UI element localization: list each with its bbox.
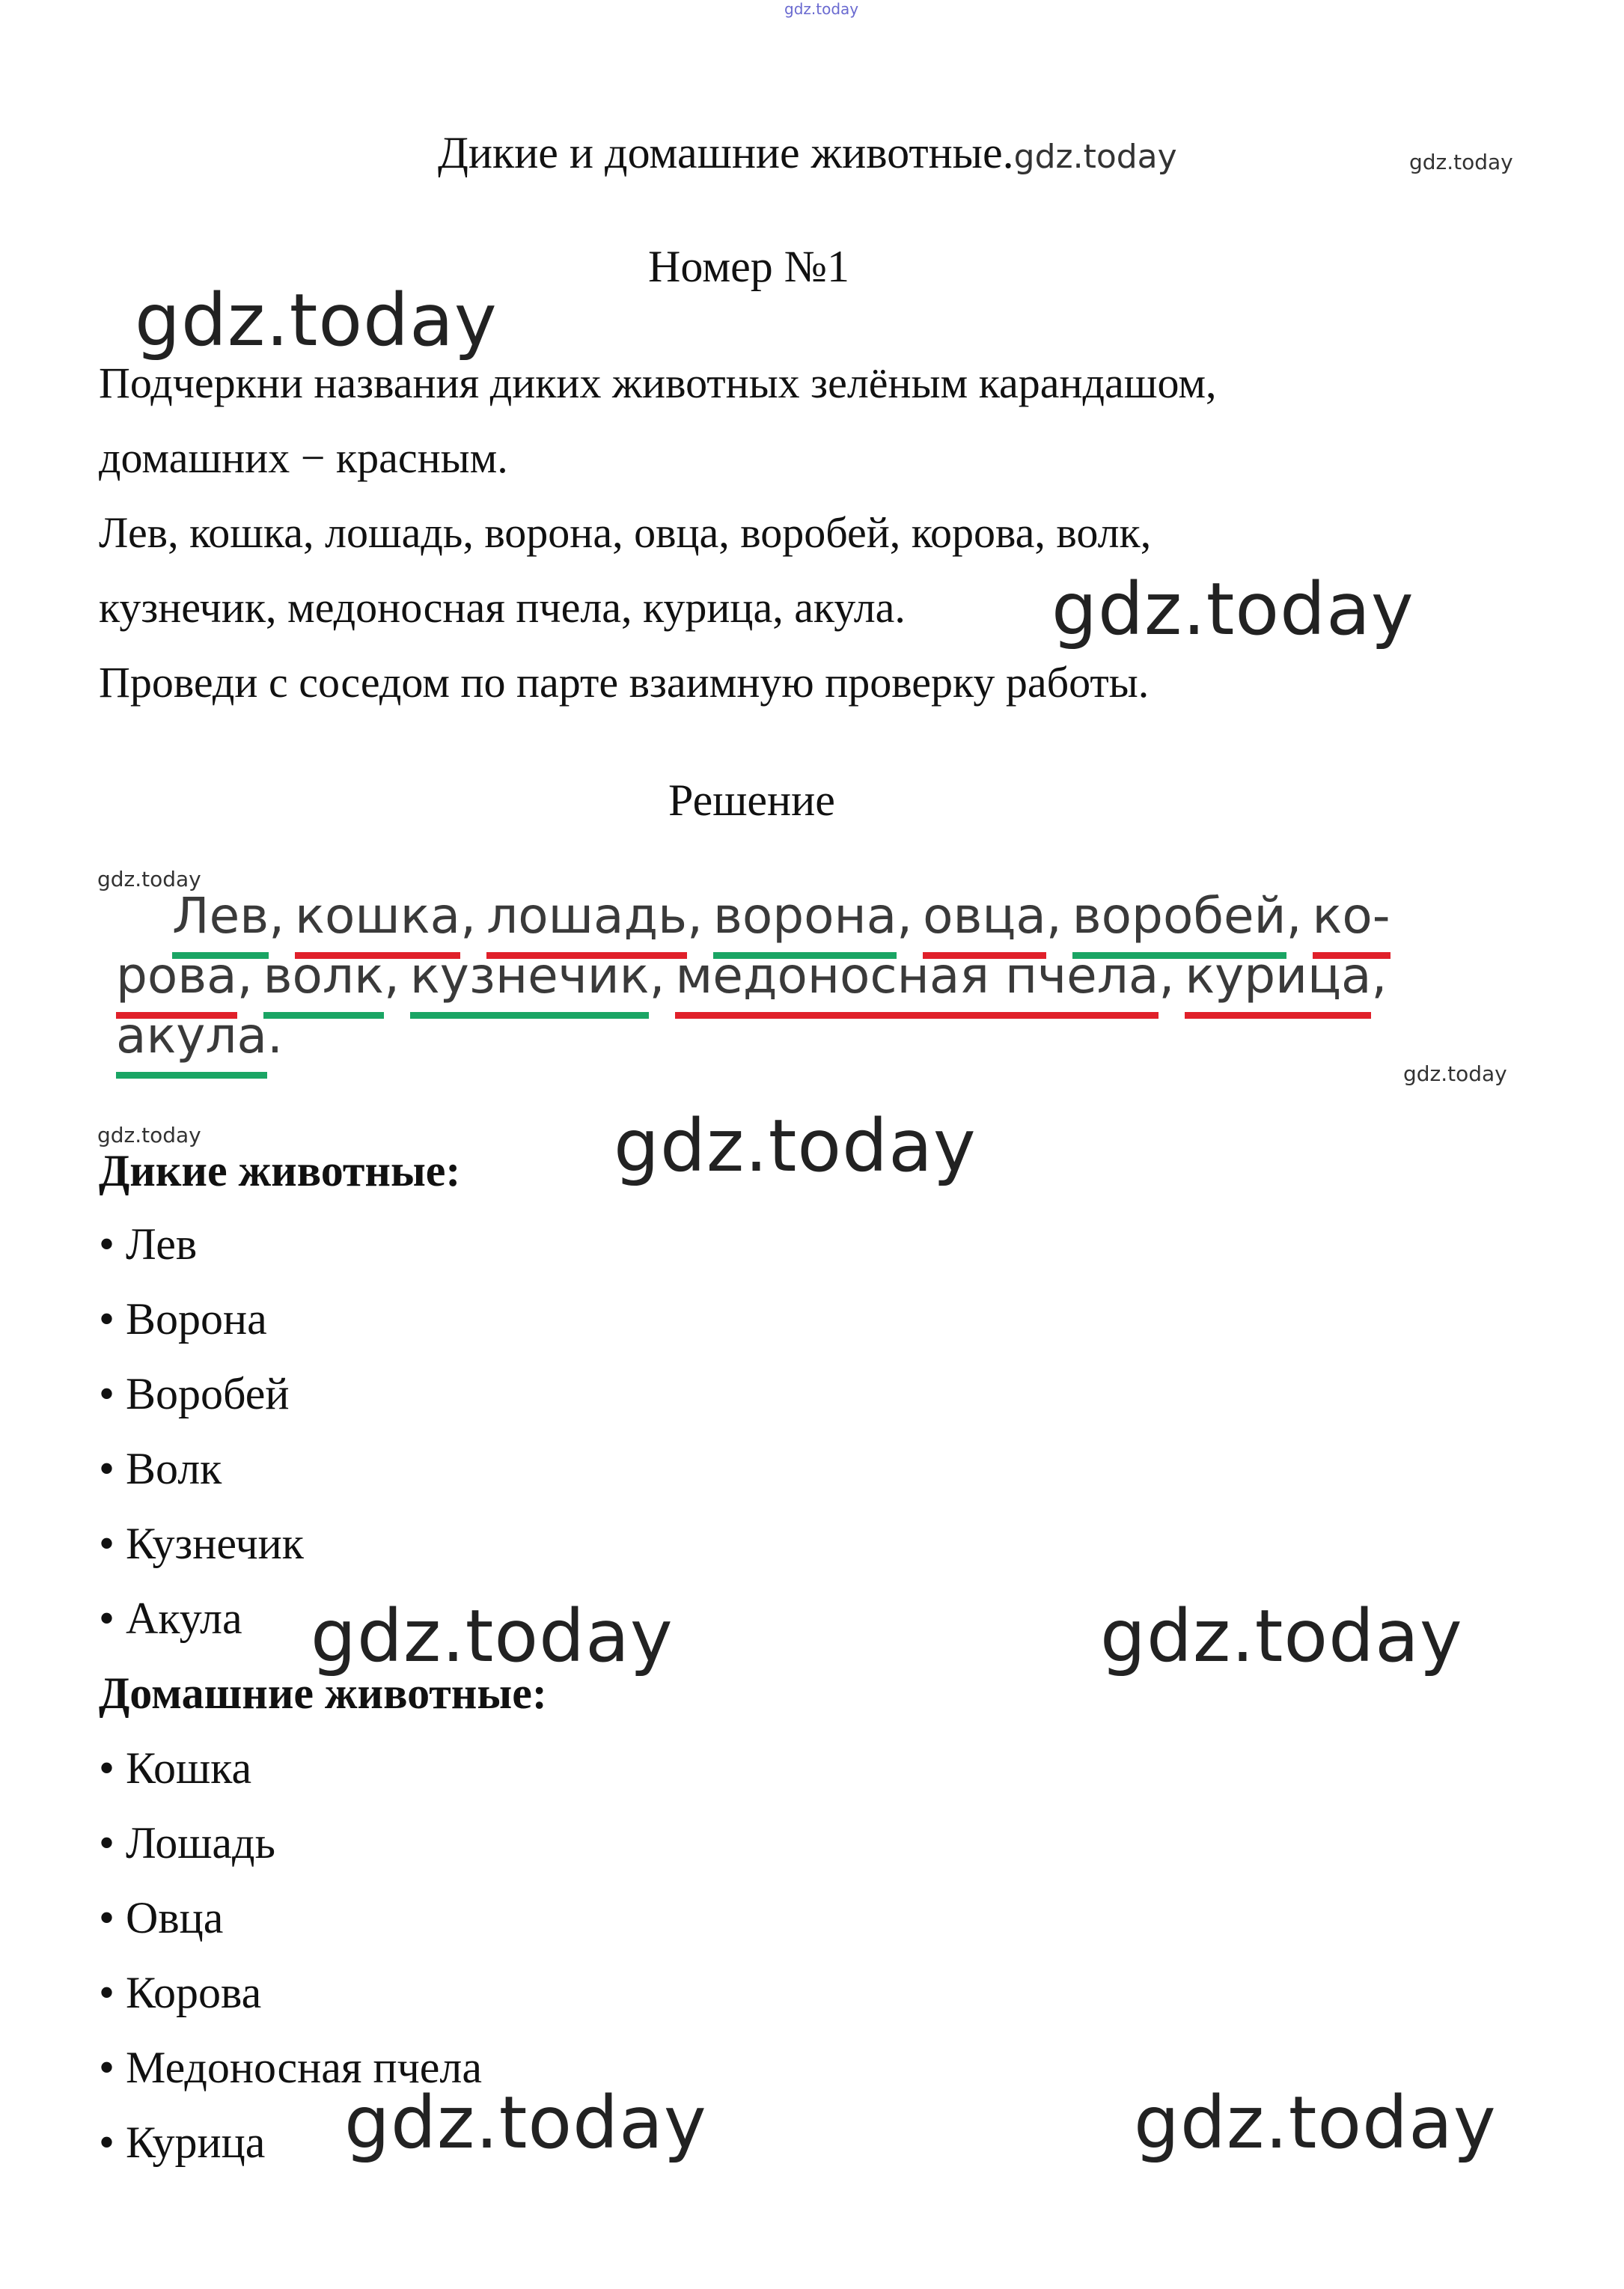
- domestic-item: • Корова: [99, 1968, 262, 2017]
- underlined-word-red: овца: [923, 887, 1046, 959]
- domestic-heading: Домашние животные:: [99, 1668, 547, 1718]
- solution-row-3: [116, 1007, 293, 1079]
- watermark-large-2: gdz.today: [1051, 567, 1414, 651]
- domestic-item: • Овца: [99, 1893, 224, 1942]
- underlined-word-green: кузнечик: [410, 947, 650, 1019]
- underlined-word-red: курица: [1185, 947, 1371, 1019]
- domestic-item: • Медоносная пчела: [99, 2043, 482, 2092]
- task-line-2: домашних − красным.: [99, 433, 508, 482]
- underlined-word-green: волк: [263, 947, 384, 1019]
- watermark-wild-small: gdz.today: [97, 1123, 201, 1147]
- watermark-top: gdz.today: [784, 0, 859, 18]
- wild-item: • Ворона: [99, 1294, 267, 1344]
- watermark-header-right: gdz.today: [1409, 150, 1513, 174]
- watermark-large-1: gdz.today: [135, 278, 498, 362]
- punctuation: .: [267, 1007, 283, 1064]
- task-line-5: Проведи с соседом по парте взаимную проверку работы.: [99, 658, 1150, 707]
- punctuation: ,: [383, 947, 400, 1005]
- underlined-word-green: воробей: [1072, 887, 1286, 959]
- wild-heading: Дикие животные:: [99, 1146, 461, 1195]
- punctuation: ,: [460, 887, 477, 945]
- punctuation: ,: [1286, 887, 1302, 945]
- underlined-word-red: ко-: [1313, 887, 1391, 959]
- page-title: [438, 127, 1177, 179]
- underlined-word-red: лошадь: [486, 887, 687, 959]
- wild-item: • Воробей: [99, 1369, 290, 1418]
- title-text: Дикие и домашние животные.: [438, 128, 1014, 177]
- task-number: Номер №1: [648, 242, 850, 291]
- underlined-word-green: ворона: [713, 887, 897, 959]
- punctuation: ,: [236, 947, 253, 1005]
- punctuation: ,: [1159, 947, 1175, 1005]
- wild-item: • Волк: [99, 1444, 222, 1493]
- underlined-word-green: Лев: [172, 887, 269, 959]
- punctuation: ,: [1371, 947, 1388, 1005]
- underlined-word-red: кошка: [295, 887, 460, 959]
- wild-item: • Лев: [99, 1219, 198, 1269]
- solution-row-2: [116, 947, 1397, 1019]
- wild-item: • Кузнечик: [99, 1519, 304, 1568]
- punctuation: ,: [649, 947, 665, 1005]
- watermark-solution-left: gdz.today: [97, 867, 201, 891]
- underlined-word-green: акула: [116, 1007, 267, 1079]
- domestic-item: • Кошка: [99, 1743, 252, 1793]
- domestic-item: • Лошадь: [99, 1818, 275, 1868]
- watermark-large-3: gdz.today: [614, 1104, 977, 1188]
- watermark-large-7: gdz.today: [1134, 2081, 1497, 2165]
- underlined-word-red: рова: [116, 947, 237, 1019]
- task-line-3: Лев, кошка, лошадь, ворона, овца, воробей, корова, волк,: [99, 508, 1152, 557]
- watermark-large-5: gdz.today: [1100, 1594, 1463, 1678]
- watermark-title: gdz.today: [1013, 138, 1177, 176]
- task-line-4: кузнечик, медоносная пчела, курица, акула.: [99, 583, 906, 632]
- punctuation: ,: [269, 887, 285, 945]
- domestic-item: • Курица: [99, 2118, 266, 2167]
- solution-underlined-text: [97, 880, 1534, 1089]
- solution-heading: Решение: [668, 775, 835, 825]
- underlined-word-red: медоносная пчела: [675, 947, 1159, 1019]
- punctuation: ,: [1045, 887, 1062, 945]
- watermark-large-4: gdz.today: [311, 1594, 674, 1678]
- watermark-solution-right: gdz.today: [1403, 1061, 1507, 1086]
- task-line-1: Подчеркни названия диких животных зелёным карандашом,: [99, 359, 1217, 407]
- punctuation: ,: [897, 887, 913, 945]
- wild-item: • Акула: [99, 1594, 242, 1643]
- watermark-large-6: gdz.today: [344, 2081, 707, 2165]
- punctuation: ,: [687, 887, 703, 945]
